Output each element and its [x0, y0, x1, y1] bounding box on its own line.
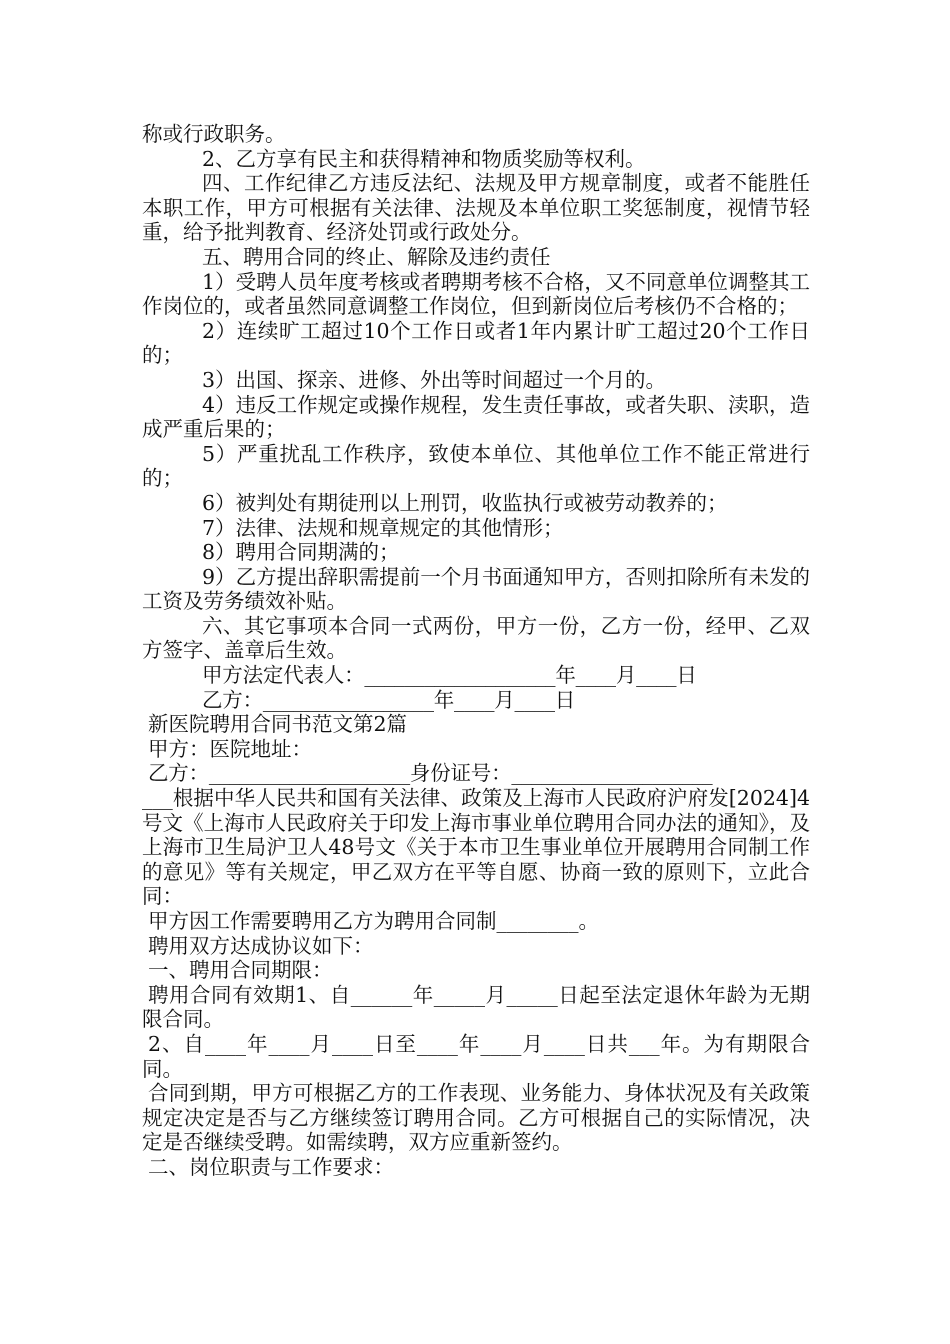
section-heading: 六、其它事项本合同一式两份，甲方一份，乙方一份，经甲、乙双方签字、盖章后生效。: [142, 613, 810, 663]
list-item: 6）被判处有期徒刑以上刑罚，收监执行或被劳动教养的；: [202, 490, 728, 515]
paragraph: 四、工作纪律乙方违反法纪、法规及甲方规章制度，或者不能胜任本职工作，甲方可根据有关法律、法规及本单位职工奖惩制度，视情节轻重，给予批判教育、经济处罚或行政处分。: [142, 171, 810, 245]
section-heading: 一、聘用合同期限：: [148, 958, 333, 983]
document-page: [142, 122, 810, 1180]
signature-line-party-b: 乙方：_________________年____月____日: [202, 687, 576, 712]
paragraph: ___根据中华人民共和国有关法律、政策及上海市人民政府沪府发[2024]4号文《上海市人民政府关于印发上海市事业单位聘用合同办法的通知》，及上海市卫生局沪卫人48号文《关于本市卫生事业单位开展聘用合同制工作的意见》等有关规定，甲乙双方在平等自愿、协商一致的原则下，立此合同：: [142, 786, 810, 909]
section-heading: 二、岗位职责与工作要求：: [148, 1154, 394, 1179]
list-item: 9）乙方提出辞职需提前一个月书面通知甲方，否则扣除所有未发的工资及劳务绩效补贴。: [142, 564, 810, 614]
party-a-line: 甲方：医院地址：: [148, 736, 312, 761]
signature-line-party-a: 甲方法定代表人：___________________年____月____日: [202, 663, 697, 688]
paragraph: 2、自____年____月____日至____年____月____日共___年。为有期限合同。: [142, 1031, 810, 1081]
paragraph: 称或行政职务。: [142, 122, 286, 146]
list-item: 2）连续旷工超过10个工作日或者1年内累计旷工超过20个工作日的；: [142, 318, 810, 368]
party-b-line: 乙方：____________________身份证号：____________________: [148, 761, 713, 786]
list-item: 8）聘用合同期满的；: [202, 540, 400, 565]
paragraph: 聘用双方达成协议如下：: [148, 933, 374, 958]
paragraph: 聘用合同有效期1、自______年_____月_____日起至法定退休年龄为无期限合同。: [142, 982, 810, 1032]
paragraph: 2、乙方享有民主和获得精神和物质奖励等权利。: [202, 146, 646, 171]
section-heading: 五、聘用合同的终止、解除及违约责任: [202, 244, 551, 269]
document-title: 新医院聘用合同书范文第2篇: [148, 712, 408, 737]
list-item: 3）出国、探亲、进修、外出等时间超过一个月的。: [202, 367, 667, 392]
list-item: 7）法律、法规和规章规定的其他情形；: [202, 515, 564, 540]
paragraph: 合同到期，甲方可根据乙方的工作表现、业务能力、身体状况及有关政策规定决定是否与乙方继续签订聘用合同。乙方可根据自己的实际情况，决定是否继续受聘。如需续聘，双方应重新签约。: [142, 1081, 810, 1155]
list-item: 4）违反工作规定或操作规程，发生责任事故，或者失职、渎职，造成严重后果的；: [142, 392, 810, 442]
list-item: 5）严重扰乱工作秩序，致使本单位、其他单位工作不能正常进行的；: [142, 441, 810, 491]
list-item: 1）受聘人员年度考核或者聘期考核不合格，又不同意单位调整其工作岗位的，或者虽然同意调整工作岗位，但到新岗位后考核仍不合格的；: [142, 269, 810, 319]
paragraph: 甲方因工作需要聘用乙方为聘用合同制________。: [148, 909, 599, 933]
